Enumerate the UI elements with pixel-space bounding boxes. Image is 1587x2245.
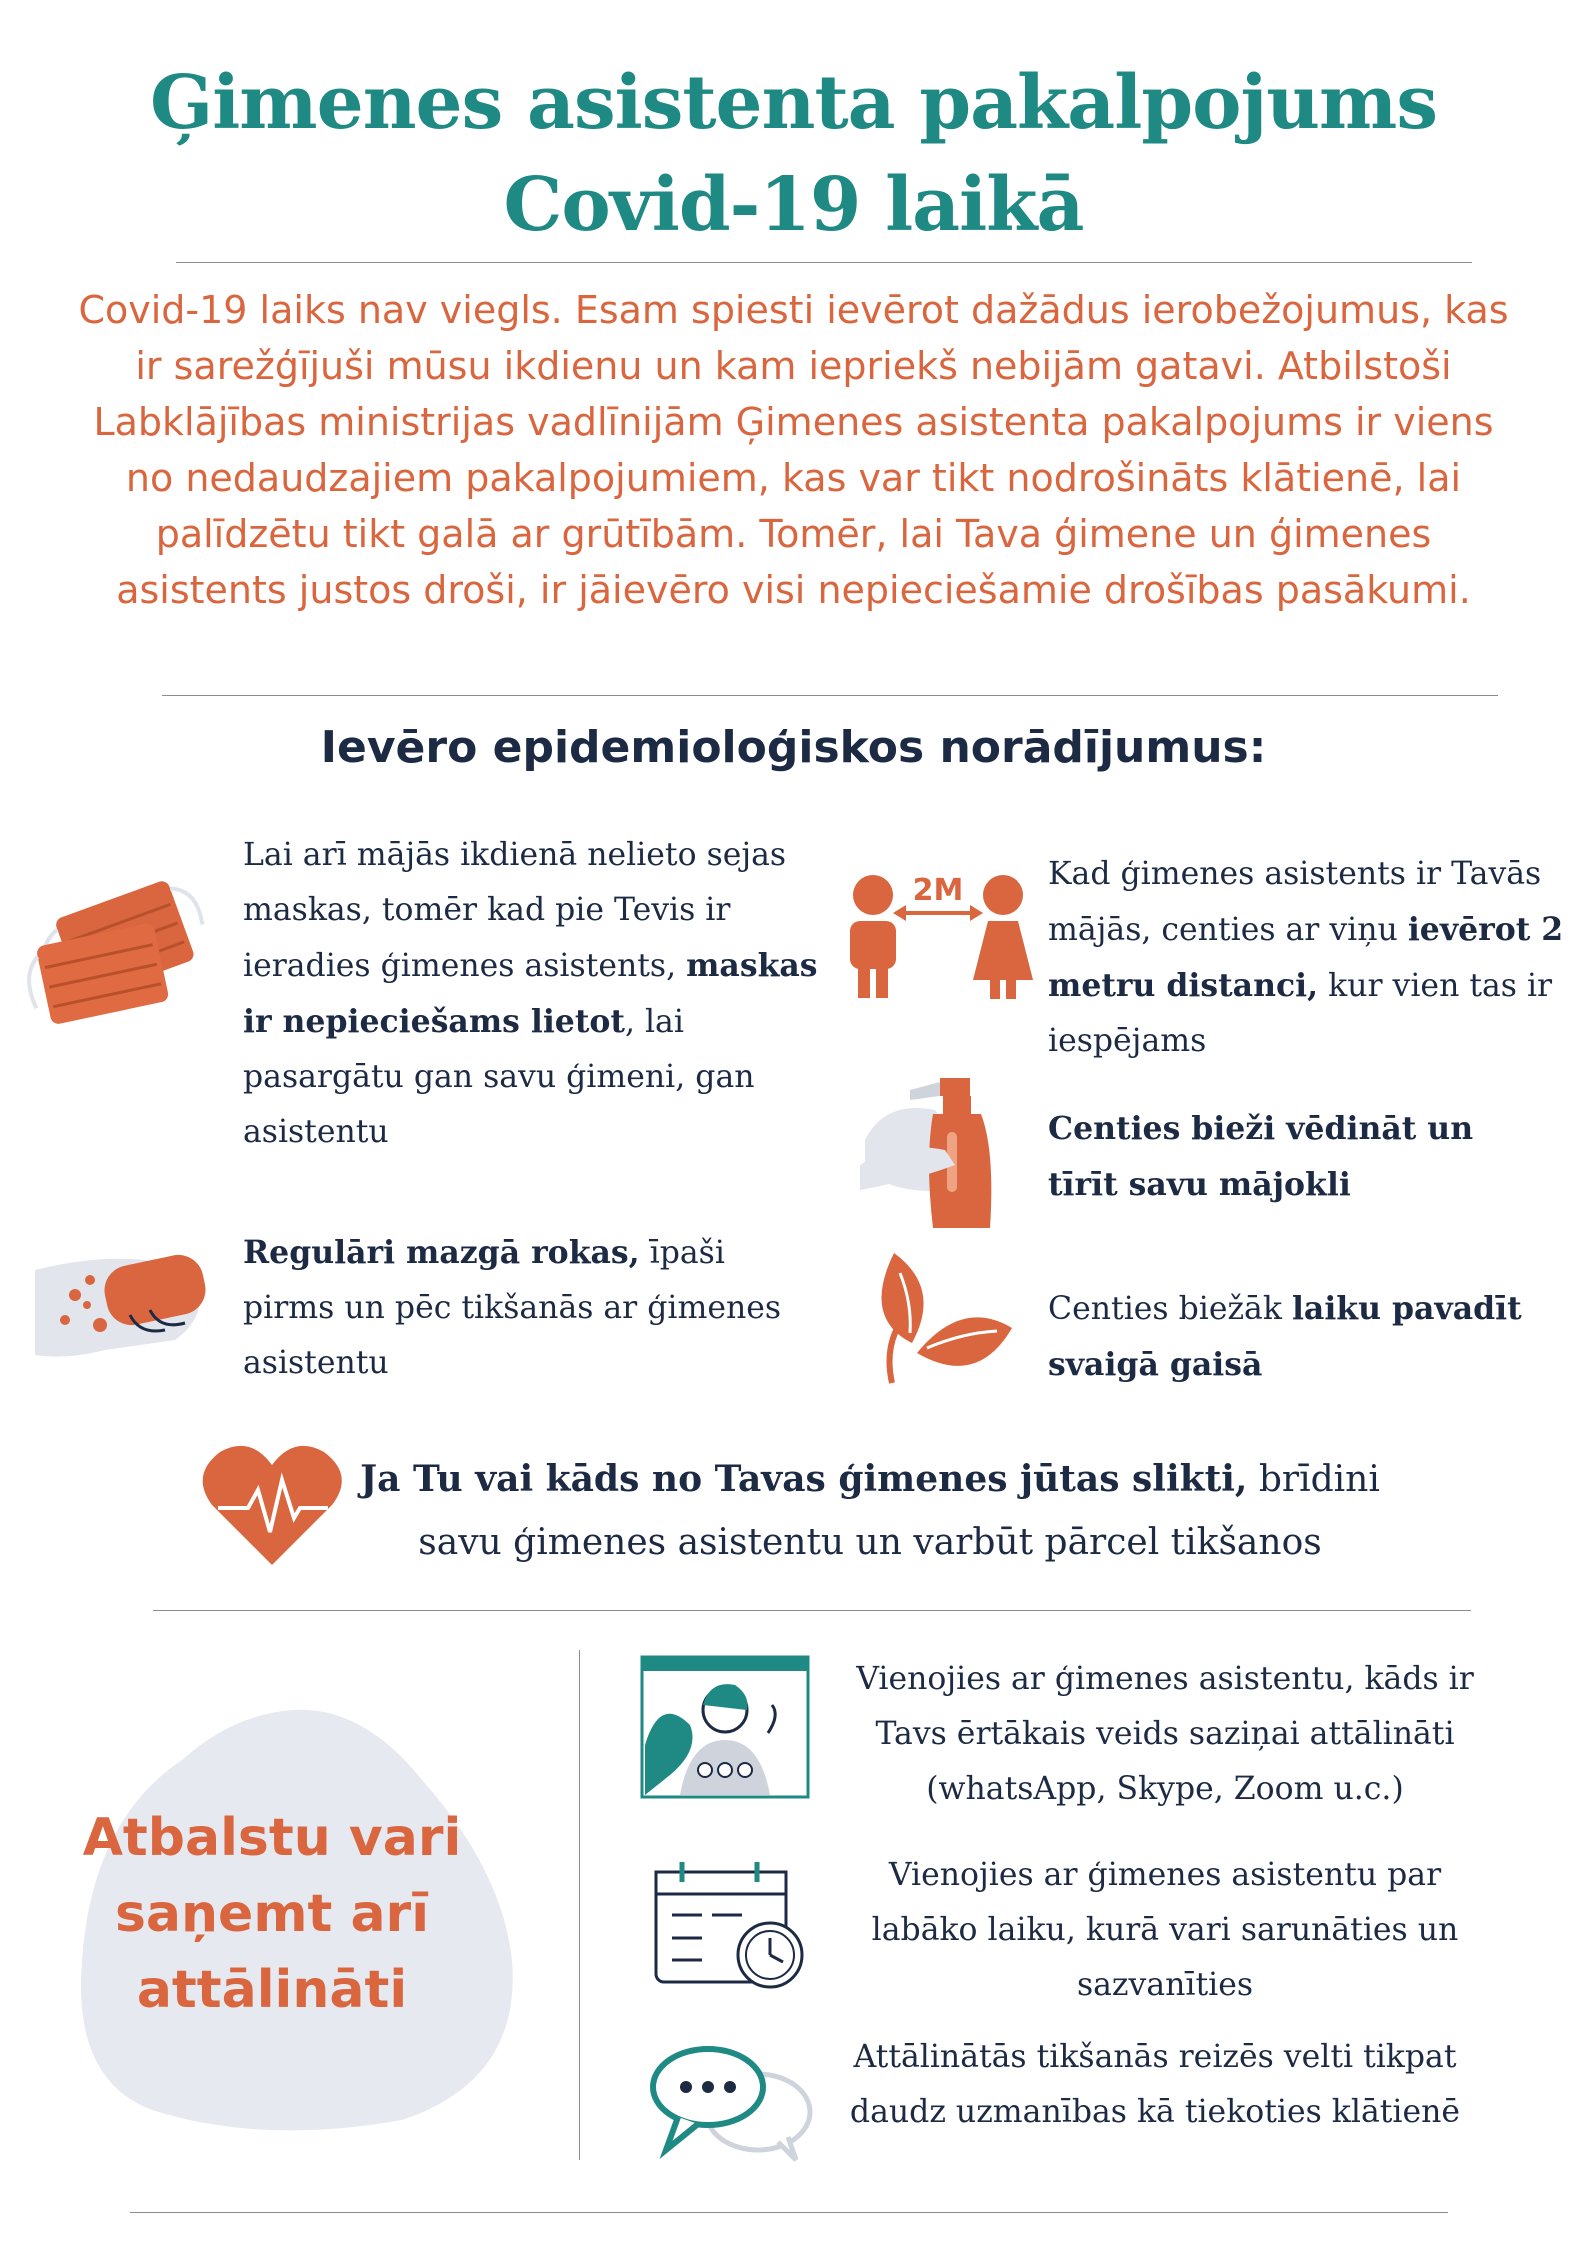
face-mask-icon (18, 860, 218, 1040)
intro-paragraph: Covid-19 laiks nav viegls. Esam spiesti ievērot dažādus ierobežojumus, kas ir sarežģījuši mūsu ikdienu un kam iepriekš nebijām gatavi. Atbilstoši Labklājības ministrijas vadlīnijām Ģimenes asistenta pakalpojums ir viens no nedaudzajiem pakalpojumiem, kas var tikt nodrošināts klātienē, lai palīdzētu tikt galā ar grūtībām. Tomēr, lai Tava ģimene un ģimenes asistents justos droši, ir jāievēro visi nepieciešamie drošības pasākumi. (78, 288, 1509, 612)
tip-sick-bold: Ja Tu vai kāds no Tavas ģimenes jūtas slikti, (360, 1458, 1248, 1500)
remote-item-contact-method: Vienojies ar ģimenes asistentu, kāds ir Tavs ērtākais veids saziņai attālināti (whatsApp, Skype, Zoom u.c.) (856, 1661, 1474, 1807)
title-line-1: Ģimenes asistenta pakalpojums (150, 60, 1437, 146)
tip-masks-bold: maskas ir nepieciešams lietot (243, 947, 818, 1040)
remote-item-attention: Attālinātās tikšanās reizēs velti tikpat daudz uzmanības kā tiekoties klātienē (849, 2039, 1461, 2130)
social-distance-icon (838, 865, 1038, 1000)
section-heading: Ievēro epidemioloģiskos norādījumus: (320, 722, 1267, 773)
vertical-divider (579, 1650, 580, 2160)
tip-air: Centies biežāk laiku pavadīt svaigā gaisā (1048, 1290, 1522, 1383)
divider-bottom-section (153, 1610, 1471, 1611)
distance-label: 2M (912, 873, 964, 908)
tip-hands-bold: Regulāri mazgā rokas, (243, 1234, 640, 1271)
divider-top (176, 262, 1472, 263)
tip-clean (1048, 1101, 1508, 1213)
calendar-clock-icon (652, 1860, 812, 1995)
divider-intro (162, 695, 1498, 696)
tip-distance: Kad ģimenes asistents ir Tavās mājās, centies ar viņu ievērot 2 metru distanci, kur vien tas ir iespējams (1048, 856, 1564, 1059)
spray-bottle-icon (855, 1070, 1005, 1230)
leaf-icon (852, 1248, 1012, 1393)
remote-item-best-time: Vienojies ar ģimenes asistentu par labāko laiku, kurā vari sarunāties un sazvanīties (871, 1857, 1459, 2003)
hand-washing-icon (35, 1225, 215, 1365)
divider-footer (130, 2212, 1448, 2213)
chat-bubbles-icon (648, 2042, 818, 2162)
title-line-2: Covid-19 laikā (503, 162, 1084, 248)
tip-hands: Regulāri mazgā rokas, īpaši pirms un pēc tikšanās ar ģimenes asistentu (243, 1234, 782, 1381)
video-call-icon (640, 1655, 810, 1800)
tip-masks: Lai arī mājās ikdienā nelieto sejas maskas, tomēr kad pie Tevis ir ieradies ģimenes asistents, maskas ir nepieciešams lietot, lai pasargātu gan savu ģimeni, gan asistentu (243, 837, 818, 1150)
tip-sick: Ja Tu vai kāds no Tavas ģimenes jūtas slikti, brīdini savu ģimenes asistentu un varbūt pārcel tikšanos (360, 1458, 1380, 1563)
tip-clean-bold: Centies bieži vēdināt un tīrīt savu mājokli (1048, 1110, 1474, 1203)
tip-distance-bold: ievērot 2 metru distanci, (1048, 911, 1564, 1004)
remote-support-heading: Atbalstu vari saņemt arī attālināti (82, 1808, 462, 2020)
heartbeat-icon (200, 1440, 345, 1570)
page-title (0, 52, 1587, 256)
tip-air-bold: laiku pavadīt svaigā gaisā (1048, 1290, 1522, 1383)
